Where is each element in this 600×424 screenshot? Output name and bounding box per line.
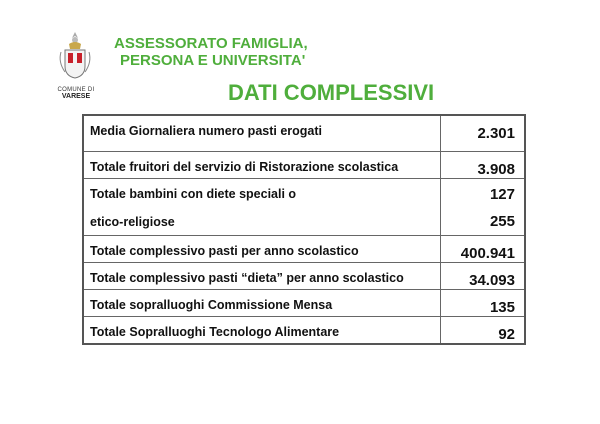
row-label: Totale complessivo pasti “dieta” per anno scolastico: [90, 270, 404, 285]
department-line2: PERSONA E UNIVERSITA': [120, 52, 306, 69]
logo-caption-top: COMUNE DI: [57, 87, 95, 93]
row-label: Totale fruitori del servizio di Ristorazione scolastica: [90, 159, 399, 174]
table-row: [83, 289, 525, 316]
page-title: DATI COMPLESSIVI: [228, 80, 435, 105]
row-value-1: 127: [489, 185, 515, 203]
table-row: [83, 316, 525, 344]
table-row: [83, 115, 525, 151]
row-label: Media Giornaliera numero pasti erogati: [90, 124, 323, 138]
department-line1: ASSESSORATO FAMIGLIA,: [114, 35, 308, 52]
row-value: 400.941: [441, 235, 526, 262]
table-row: [83, 235, 525, 262]
table-row: [83, 262, 525, 289]
row-label: Totale Sopralluoghi Tecnologo Alimentare: [90, 324, 340, 339]
table-row: [83, 178, 525, 235]
logo-caption-bottom: VARESE: [61, 93, 91, 100]
row-value: 3.908: [441, 151, 526, 178]
row-value: 135: [441, 289, 526, 316]
row-label: Totale complessivo pasti per anno scolastico: [90, 243, 359, 258]
row-label: Totale sopralluoghi Commissione Mensa: [90, 297, 333, 312]
summary-table: [82, 114, 526, 345]
row-label-line1: Totale bambini con diete speciali o: [90, 186, 297, 201]
table-row: [83, 151, 525, 178]
row-value-2: 255: [489, 212, 515, 230]
row-value: 2.301: [441, 115, 526, 151]
row-value: 92: [441, 316, 526, 344]
row-label-line2: etico-religiose: [90, 214, 175, 229]
row-value: 34.093: [441, 262, 526, 289]
